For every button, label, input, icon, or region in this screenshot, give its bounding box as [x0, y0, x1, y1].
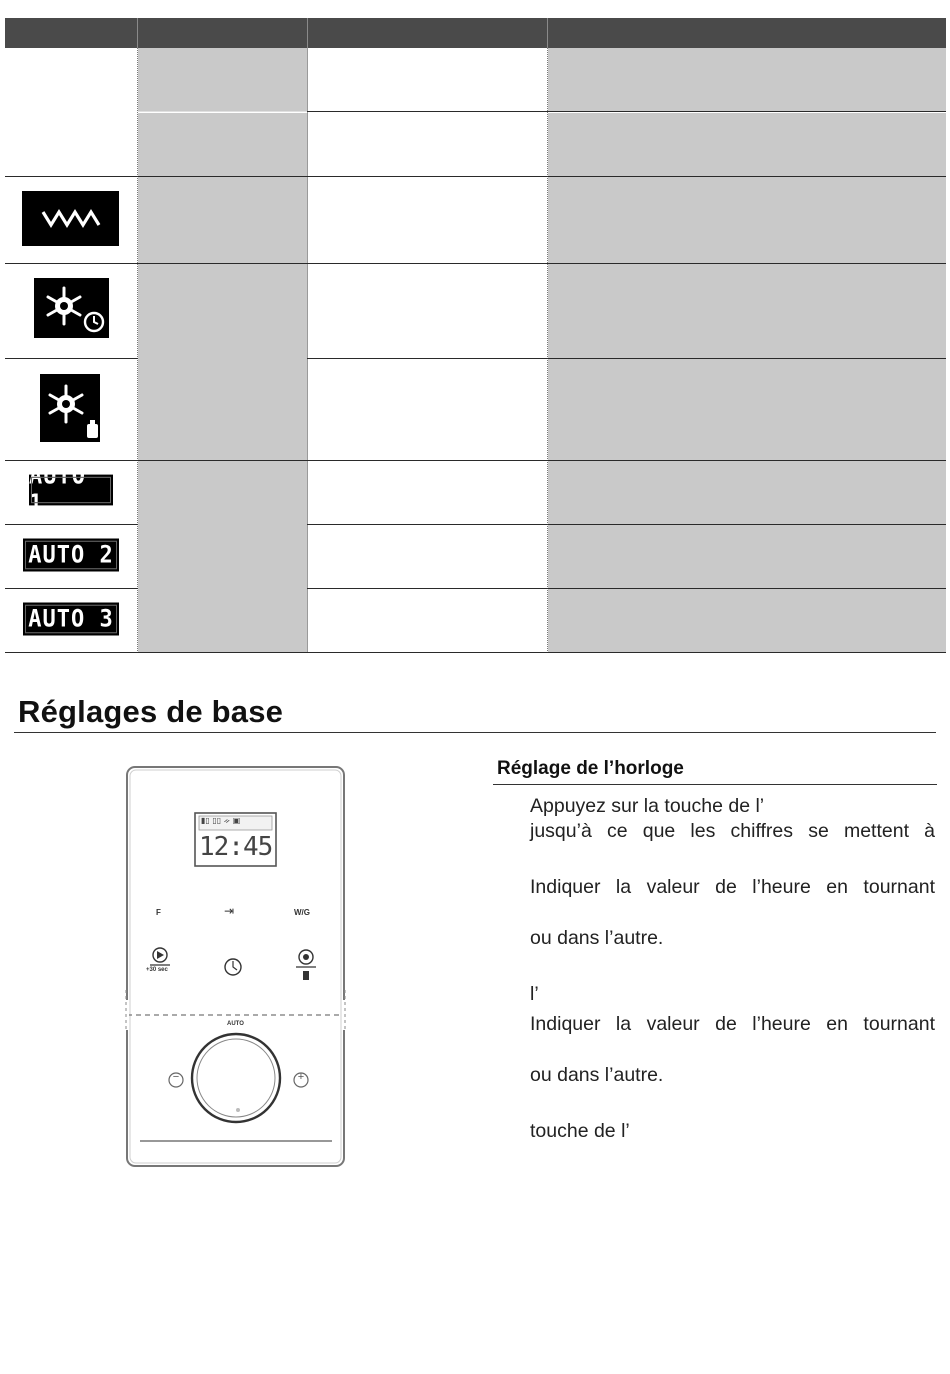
- grill-icon: [22, 191, 119, 246]
- mode-cell: [138, 177, 307, 263]
- instruction-line: touche de l’: [530, 1120, 630, 1142]
- row-divider: [5, 176, 946, 177]
- display-time: 12:45: [199, 832, 273, 862]
- control-panel-illustration: [122, 764, 348, 1170]
- skip-key-label[interactable]: ⇥: [224, 904, 235, 918]
- minus-symbol[interactable]: −: [172, 1071, 180, 1083]
- instruction-line: ou dans l’autre.: [530, 1064, 664, 1086]
- column-divider: [547, 48, 548, 653]
- mode-cell: [138, 113, 307, 176]
- instruction-line: ou dans l’autre.: [530, 927, 664, 949]
- section-title: Réglages de base: [18, 694, 284, 729]
- description-cell: [548, 461, 946, 524]
- row-divider: [5, 524, 138, 525]
- row-divider: [307, 524, 946, 525]
- description-cell: [548, 359, 946, 460]
- modes-table: [5, 18, 946, 653]
- row-divider: [307, 111, 946, 112]
- description-cell: [548, 589, 946, 653]
- header-divider: [547, 18, 548, 48]
- header-divider: [307, 18, 308, 48]
- instruction-line: l’: [530, 983, 539, 1005]
- dial-label: AUTO: [227, 1021, 244, 1027]
- row-divider: [5, 358, 138, 359]
- mode-cell: [138, 264, 307, 460]
- instruction-line: Indiquer la valeur de l’heure en tournant: [530, 1013, 935, 1035]
- start-key-label[interactable]: +30 sec: [146, 967, 168, 973]
- column-divider: [307, 48, 308, 653]
- row-divider: [307, 358, 946, 359]
- header-divider: [137, 18, 138, 48]
- row-divider: [5, 460, 946, 461]
- row-divider: [138, 111, 307, 112]
- display-indicators: ▮▯ ▯▯ ᨀ ▣: [201, 816, 241, 825]
- row-divider: [5, 588, 138, 589]
- auto3-program-label: AUTO 3: [23, 603, 119, 636]
- description-cell: [548, 113, 946, 176]
- defrost-timer-icon: [34, 278, 109, 338]
- rotary-dial[interactable]: [192, 1034, 280, 1122]
- mode-cell: [138, 461, 307, 653]
- function-key-label[interactable]: F: [156, 908, 161, 917]
- auto2-program-label: AUTO 2: [23, 539, 119, 572]
- clock-setting-title: Réglage de l’horloge: [497, 758, 684, 779]
- description-cell: [548, 264, 946, 358]
- description-cell: [548, 48, 946, 111]
- clock-button-icon[interactable]: [223, 957, 243, 977]
- instruction-line: Appuyez sur la touche de l’: [530, 795, 765, 817]
- section-rule: [14, 732, 936, 733]
- instruction-line: jusqu’à ce que les chiffres se mettent à: [530, 820, 935, 842]
- table-header: [5, 18, 946, 48]
- plus-symbol[interactable]: +: [297, 1071, 305, 1083]
- row-divider: [307, 588, 946, 589]
- mode-cell: [138, 48, 307, 111]
- description-cell: [548, 525, 946, 588]
- description-cell: [548, 177, 946, 263]
- instruction-line: Indiquer la valeur de l’heure en tournant: [530, 876, 935, 898]
- column-divider: [137, 48, 138, 653]
- clock-setting-rule: [493, 784, 937, 785]
- row-divider: [5, 652, 946, 653]
- weight-key-label[interactable]: W/G: [294, 908, 310, 917]
- auto1-program-label: AUTO 1: [29, 475, 113, 506]
- row-divider: [5, 263, 946, 264]
- defrost-weight-icon: [40, 374, 100, 442]
